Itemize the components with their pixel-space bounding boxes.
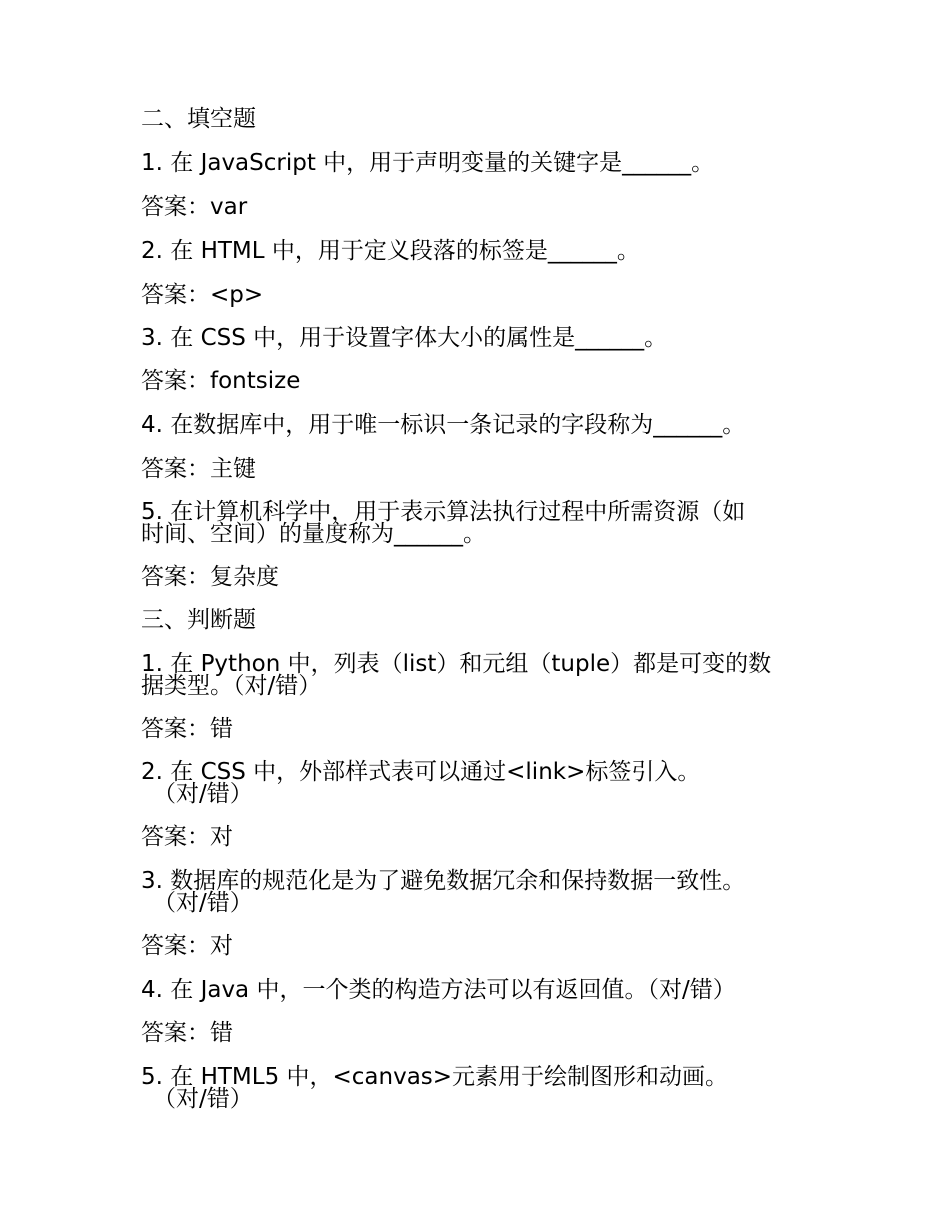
answer-text: 答案：错 bbox=[141, 716, 233, 742]
question-text: 4. 在 Java 中，一个类的构造方法可以有返回值。（对/错） bbox=[141, 977, 736, 1003]
section-heading-fill-blank: 二、填空题 bbox=[141, 106, 256, 132]
answer-text: 答案：主键 bbox=[141, 456, 256, 482]
answer-text: 答案：复杂度 bbox=[141, 564, 279, 590]
question-line: 2. 在 CSS 中，外部样式表可以通过<link>标签引入。 bbox=[141, 759, 701, 785]
question-text: 4. 在数据库中，用于唯一标识一条记录的字段称为______。 bbox=[141, 412, 746, 438]
answer-text: 答案：<p> bbox=[141, 282, 264, 308]
question-line: 5. 在 HTML5 中，<canvas>元素用于绘制图形和动画。 bbox=[141, 1064, 729, 1090]
question-text: 3. 在 CSS 中，用于设置字体大小的属性是______。 bbox=[141, 325, 668, 351]
answer-text: 答案：对 bbox=[141, 933, 233, 959]
question-text: 1. 在 JavaScript 中，用于声明变量的关键字是______。 bbox=[141, 150, 715, 176]
question-line: 3. 数据库的规范化是为了避免数据冗余和保持数据一致性。 bbox=[141, 868, 746, 894]
question-line: 据类型。（对/错） bbox=[141, 673, 322, 699]
question-line: 5. 在计算机科学中，用于表示算法执行过程中所需资源（如 bbox=[141, 499, 746, 525]
question-line: 1. 在 Python 中，列表（list）和元组（tuple）都是可变的数 bbox=[141, 651, 772, 677]
question-text bbox=[141, 870, 831, 914]
answer-text: 答案：对 bbox=[141, 824, 233, 850]
question-line: （对/错） bbox=[153, 781, 253, 807]
question-text bbox=[141, 653, 831, 697]
section-heading-true-false: 三、判断题 bbox=[141, 607, 256, 633]
question-text bbox=[141, 1066, 831, 1110]
answer-text: 答案：错 bbox=[141, 1020, 233, 1046]
answer-text: 答案：fontsize bbox=[141, 368, 301, 394]
answer-text: 答案：var bbox=[141, 194, 248, 220]
question-line: 时间、空间）的量度称为______。 bbox=[141, 521, 486, 547]
question-text bbox=[141, 501, 831, 545]
question-line: （对/错） bbox=[153, 1086, 253, 1112]
question-line: （对/错） bbox=[153, 890, 253, 916]
question-text bbox=[141, 761, 831, 805]
question-text: 2. 在 HTML 中，用于定义段落的标签是______。 bbox=[141, 238, 640, 264]
